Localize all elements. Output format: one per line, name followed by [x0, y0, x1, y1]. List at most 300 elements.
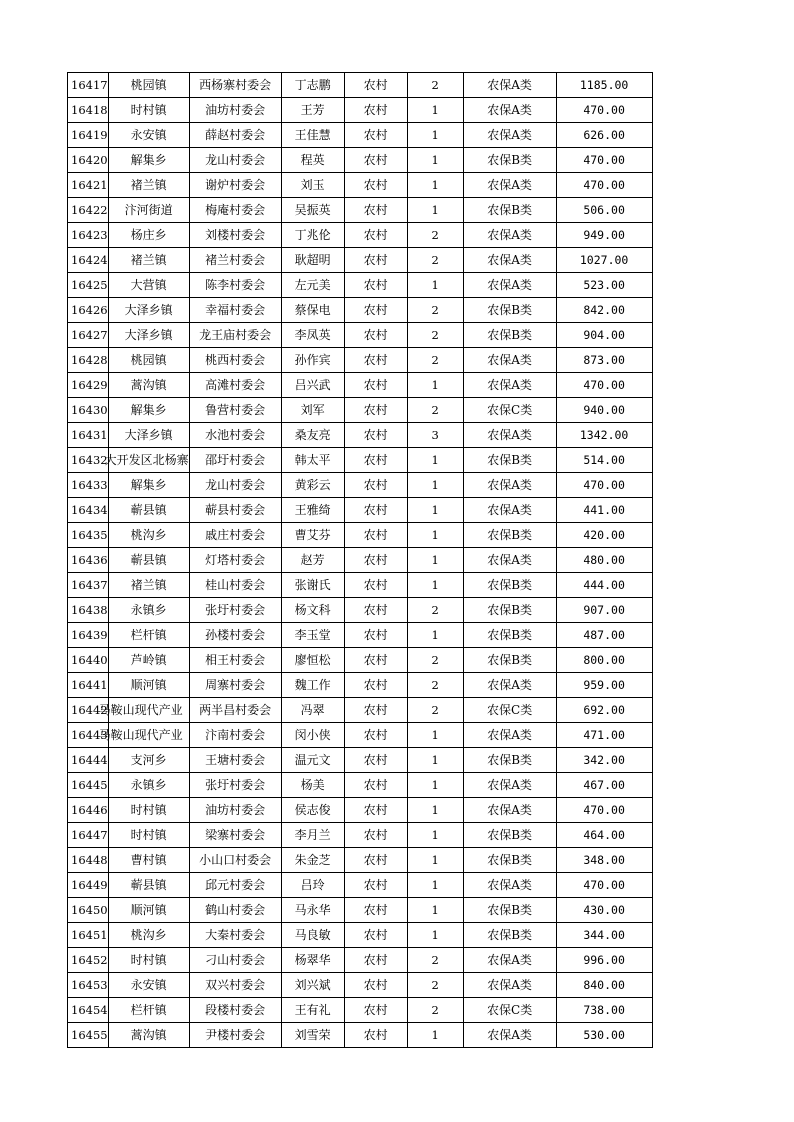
name-cell: 刘玉 — [281, 173, 344, 198]
town-cell: 芦岭镇 — [108, 648, 189, 673]
record-id-cell: 16420 — [68, 148, 109, 173]
type-cell: 农村 — [344, 773, 407, 798]
amount-cell: 626.00 — [556, 123, 652, 148]
record-id-cell: 16421 — [68, 173, 109, 198]
town-cell: 褚兰镇 — [108, 573, 189, 598]
category-cell: 农保B类 — [463, 898, 556, 923]
town-cell: 蕲县镇 — [108, 498, 189, 523]
type-cell: 农村 — [344, 398, 407, 423]
category-cell: 农保A类 — [463, 548, 556, 573]
town-cell: 永镇乡 — [108, 773, 189, 798]
record-id-cell: 16439 — [68, 623, 109, 648]
name-cell: 曹艾芬 — [281, 523, 344, 548]
village-cell: 幸福村委会 — [189, 298, 281, 323]
village-cell: 桃西村委会 — [189, 348, 281, 373]
village-cell: 相王村委会 — [189, 648, 281, 673]
record-id-cell: 16436 — [68, 548, 109, 573]
town-cell: 大开发区北杨寨 — [108, 448, 189, 473]
record-id-cell: 16452 — [68, 948, 109, 973]
table-row — [68, 148, 653, 173]
count-cell: 2 — [407, 298, 463, 323]
town-cell: 栏杆镇 — [108, 998, 189, 1023]
count-cell: 2 — [407, 223, 463, 248]
name-cell: 桑友亮 — [281, 423, 344, 448]
type-cell: 农村 — [344, 998, 407, 1023]
count-cell: 1 — [407, 273, 463, 298]
record-id-cell: 16455 — [68, 1023, 109, 1048]
table-row — [68, 348, 653, 373]
type-cell: 农村 — [344, 598, 407, 623]
category-cell: 农保A类 — [463, 673, 556, 698]
category-cell: 农保B类 — [463, 823, 556, 848]
amount-cell: 1027.00 — [556, 248, 652, 273]
count-cell: 1 — [407, 1023, 463, 1048]
record-id-cell: 16425 — [68, 273, 109, 298]
amount-cell: 842.00 — [556, 298, 652, 323]
type-cell: 农村 — [344, 248, 407, 273]
type-cell: 农村 — [344, 448, 407, 473]
category-cell: 农保A类 — [463, 973, 556, 998]
village-cell: 张圩村委会 — [189, 773, 281, 798]
record-id-cell: 16453 — [68, 973, 109, 998]
name-cell: 王有礼 — [281, 998, 344, 1023]
category-cell: 农保B类 — [463, 623, 556, 648]
village-cell: 刁山村委会 — [189, 948, 281, 973]
table-row — [68, 498, 653, 523]
count-cell: 1 — [407, 573, 463, 598]
village-cell: 邱元村委会 — [189, 873, 281, 898]
name-cell: 廖恒松 — [281, 648, 344, 673]
village-cell: 陈李村委会 — [189, 273, 281, 298]
type-cell: 农村 — [344, 173, 407, 198]
table-row — [68, 473, 653, 498]
table-row — [68, 623, 653, 648]
count-cell: 1 — [407, 123, 463, 148]
name-cell: 赵芳 — [281, 548, 344, 573]
town-cell: 解集乡 — [108, 398, 189, 423]
village-cell: 邵圩村委会 — [189, 448, 281, 473]
type-cell: 农村 — [344, 573, 407, 598]
record-id-cell: 16442 — [68, 698, 109, 723]
village-cell: 戚庄村委会 — [189, 523, 281, 548]
name-cell: 刘军 — [281, 398, 344, 423]
record-id-cell: 16454 — [68, 998, 109, 1023]
type-cell: 农村 — [344, 948, 407, 973]
count-cell: 2 — [407, 948, 463, 973]
category-cell: 农保B类 — [463, 298, 556, 323]
town-cell: 解集乡 — [108, 148, 189, 173]
name-cell: 温元文 — [281, 748, 344, 773]
name-cell: 王雅绮 — [281, 498, 344, 523]
count-cell: 1 — [407, 473, 463, 498]
amount-cell: 506.00 — [556, 198, 652, 223]
type-cell: 农村 — [344, 923, 407, 948]
village-cell: 小山口村委会 — [189, 848, 281, 873]
amount-cell: 514.00 — [556, 448, 652, 473]
town-cell: 大泽乡镇 — [108, 423, 189, 448]
count-cell: 1 — [407, 723, 463, 748]
name-cell: 耿超明 — [281, 248, 344, 273]
amount-cell: 348.00 — [556, 848, 652, 873]
village-cell: 鹤山村委会 — [189, 898, 281, 923]
town-cell: 时村镇 — [108, 948, 189, 973]
count-cell: 2 — [407, 598, 463, 623]
type-cell: 农村 — [344, 473, 407, 498]
data-table — [67, 72, 653, 1048]
record-id-cell: 16445 — [68, 773, 109, 798]
village-cell: 谢炉村委会 — [189, 173, 281, 198]
town-cell: 永安镇 — [108, 123, 189, 148]
category-cell: 农保B类 — [463, 323, 556, 348]
record-id-cell: 16418 — [68, 98, 109, 123]
count-cell: 2 — [407, 673, 463, 698]
village-cell: 梁寨村委会 — [189, 823, 281, 848]
record-id-cell: 16437 — [68, 573, 109, 598]
table-row — [68, 73, 653, 98]
amount-cell: 904.00 — [556, 323, 652, 348]
table-row — [68, 873, 653, 898]
town-cell: 时村镇 — [108, 98, 189, 123]
table-row — [68, 648, 653, 673]
table-row — [68, 123, 653, 148]
count-cell: 1 — [407, 898, 463, 923]
amount-cell: 441.00 — [556, 498, 652, 523]
category-cell: 农保B类 — [463, 148, 556, 173]
name-cell: 吕玲 — [281, 873, 344, 898]
village-cell: 龙山村委会 — [189, 473, 281, 498]
town-cell: 桃园镇 — [108, 73, 189, 98]
name-cell: 李玉堂 — [281, 623, 344, 648]
village-cell: 两半昌村委会 — [189, 698, 281, 723]
amount-cell: 464.00 — [556, 823, 652, 848]
category-cell: 农保A类 — [463, 73, 556, 98]
category-cell: 农保A类 — [463, 123, 556, 148]
amount-cell: 487.00 — [556, 623, 652, 648]
table-row — [68, 798, 653, 823]
record-id-cell: 16431 — [68, 423, 109, 448]
record-id-cell: 16424 — [68, 248, 109, 273]
amount-cell: 873.00 — [556, 348, 652, 373]
type-cell: 农村 — [344, 623, 407, 648]
amount-cell: 430.00 — [556, 898, 652, 923]
table-row — [68, 173, 653, 198]
name-cell: 李凤英 — [281, 323, 344, 348]
village-cell: 龙山村委会 — [189, 148, 281, 173]
table-row — [68, 273, 653, 298]
table-row — [68, 298, 653, 323]
type-cell: 农村 — [344, 323, 407, 348]
record-id-cell: 16423 — [68, 223, 109, 248]
count-cell: 2 — [407, 998, 463, 1023]
name-cell: 王佳慧 — [281, 123, 344, 148]
record-id-cell: 16449 — [68, 873, 109, 898]
table-row — [68, 423, 653, 448]
village-cell: 鲁营村委会 — [189, 398, 281, 423]
name-cell: 张谢氏 — [281, 573, 344, 598]
village-cell: 褚兰村委会 — [189, 248, 281, 273]
village-cell: 尹楼村委会 — [189, 1023, 281, 1048]
amount-cell: 480.00 — [556, 548, 652, 573]
record-id-cell: 16438 — [68, 598, 109, 623]
category-cell: 农保A类 — [463, 273, 556, 298]
name-cell: 侯志俊 — [281, 798, 344, 823]
type-cell: 农村 — [344, 798, 407, 823]
table-row — [68, 373, 653, 398]
count-cell: 1 — [407, 373, 463, 398]
village-cell: 龙王庙村委会 — [189, 323, 281, 348]
town-cell: 时村镇 — [108, 798, 189, 823]
amount-cell: 959.00 — [556, 673, 652, 698]
amount-cell: 420.00 — [556, 523, 652, 548]
village-cell: 孙楼村委会 — [189, 623, 281, 648]
name-cell: 杨美 — [281, 773, 344, 798]
village-cell: 西杨寨村委会 — [189, 73, 281, 98]
name-cell: 马良敏 — [281, 923, 344, 948]
village-cell: 周寨村委会 — [189, 673, 281, 698]
category-cell: 农保A类 — [463, 798, 556, 823]
town-cell: 永镇乡 — [108, 598, 189, 623]
name-cell: 朱金芝 — [281, 848, 344, 873]
category-cell: 农保C类 — [463, 398, 556, 423]
town-cell: 褚兰镇 — [108, 248, 189, 273]
amount-cell: 523.00 — [556, 273, 652, 298]
table-row — [68, 573, 653, 598]
table-row — [68, 823, 653, 848]
record-id-cell: 16441 — [68, 673, 109, 698]
name-cell: 左元美 — [281, 273, 344, 298]
type-cell: 农村 — [344, 198, 407, 223]
table-row — [68, 973, 653, 998]
amount-cell: 840.00 — [556, 973, 652, 998]
type-cell: 农村 — [344, 723, 407, 748]
category-cell: 农保B类 — [463, 748, 556, 773]
record-id-cell: 16450 — [68, 898, 109, 923]
count-cell: 1 — [407, 148, 463, 173]
town-cell: 蕲县镇 — [108, 548, 189, 573]
type-cell: 农村 — [344, 748, 407, 773]
table-row — [68, 1023, 653, 1048]
town-cell: 汴河街道 — [108, 198, 189, 223]
name-cell: 孙作宾 — [281, 348, 344, 373]
town-cell: 顺河镇 — [108, 898, 189, 923]
name-cell: 吴振英 — [281, 198, 344, 223]
count-cell: 1 — [407, 98, 463, 123]
table-row — [68, 723, 653, 748]
town-cell: 解集乡 — [108, 473, 189, 498]
table-row — [68, 98, 653, 123]
amount-cell: 800.00 — [556, 648, 652, 673]
type-cell: 农村 — [344, 898, 407, 923]
category-cell: 农保A类 — [463, 873, 556, 898]
record-id-cell: 16432 — [68, 448, 109, 473]
type-cell: 农村 — [344, 648, 407, 673]
type-cell: 农村 — [344, 823, 407, 848]
count-cell: 2 — [407, 323, 463, 348]
count-cell: 1 — [407, 198, 463, 223]
amount-cell: 530.00 — [556, 1023, 652, 1048]
count-cell: 1 — [407, 548, 463, 573]
count-cell: 1 — [407, 498, 463, 523]
name-cell: 马永华 — [281, 898, 344, 923]
town-cell: 大泽乡镇 — [108, 298, 189, 323]
category-cell: 农保A类 — [463, 423, 556, 448]
count-cell: 1 — [407, 848, 463, 873]
table-row — [68, 223, 653, 248]
category-cell: 农保B类 — [463, 573, 556, 598]
type-cell: 农村 — [344, 273, 407, 298]
amount-cell: 470.00 — [556, 373, 652, 398]
town-cell: 桃园镇 — [108, 348, 189, 373]
record-id-cell: 16444 — [68, 748, 109, 773]
category-cell: 农保A类 — [463, 98, 556, 123]
type-cell: 农村 — [344, 1023, 407, 1048]
category-cell: 农保C类 — [463, 998, 556, 1023]
record-id-cell: 16430 — [68, 398, 109, 423]
town-cell: 马鞍山现代产业 — [108, 698, 189, 723]
table-row — [68, 748, 653, 773]
name-cell: 丁兆伦 — [281, 223, 344, 248]
record-id-cell: 16429 — [68, 373, 109, 398]
village-cell: 段楼村委会 — [189, 998, 281, 1023]
name-cell: 刘兴斌 — [281, 973, 344, 998]
town-cell: 桃沟乡 — [108, 923, 189, 948]
category-cell: 农保A类 — [463, 473, 556, 498]
amount-cell: 996.00 — [556, 948, 652, 973]
record-id-cell: 16446 — [68, 798, 109, 823]
name-cell: 吕兴武 — [281, 373, 344, 398]
town-cell: 蒿沟镇 — [108, 373, 189, 398]
amount-cell: 738.00 — [556, 998, 652, 1023]
village-cell: 双兴村委会 — [189, 973, 281, 998]
table-row — [68, 948, 653, 973]
table-row — [68, 323, 653, 348]
village-cell: 水池村委会 — [189, 423, 281, 448]
table-row — [68, 848, 653, 873]
name-cell: 黄彩云 — [281, 473, 344, 498]
record-id-cell: 16428 — [68, 348, 109, 373]
amount-cell: 692.00 — [556, 698, 652, 723]
table-row — [68, 448, 653, 473]
name-cell: 杨文科 — [281, 598, 344, 623]
count-cell: 1 — [407, 523, 463, 548]
amount-cell: 470.00 — [556, 873, 652, 898]
category-cell: 农保B类 — [463, 523, 556, 548]
category-cell: 农保A类 — [463, 723, 556, 748]
record-id-cell: 16451 — [68, 923, 109, 948]
category-cell: 农保A类 — [463, 223, 556, 248]
count-cell: 2 — [407, 348, 463, 373]
category-cell: 农保A类 — [463, 1023, 556, 1048]
name-cell: 魏工作 — [281, 673, 344, 698]
village-cell: 高滩村委会 — [189, 373, 281, 398]
category-cell: 农保B类 — [463, 848, 556, 873]
count-cell: 1 — [407, 773, 463, 798]
type-cell: 农村 — [344, 523, 407, 548]
category-cell: 农保B类 — [463, 648, 556, 673]
count-cell: 1 — [407, 748, 463, 773]
category-cell: 农保A类 — [463, 373, 556, 398]
category-cell: 农保A类 — [463, 948, 556, 973]
category-cell: 农保A类 — [463, 248, 556, 273]
record-id-cell: 16419 — [68, 123, 109, 148]
town-cell: 支河乡 — [108, 748, 189, 773]
record-id-cell: 16440 — [68, 648, 109, 673]
record-id-cell: 16443 — [68, 723, 109, 748]
table-row — [68, 773, 653, 798]
table-row — [68, 698, 653, 723]
town-cell: 顺河镇 — [108, 673, 189, 698]
table-row — [68, 248, 653, 273]
village-cell: 蕲县村委会 — [189, 498, 281, 523]
village-cell: 油坊村委会 — [189, 798, 281, 823]
record-id-cell: 16433 — [68, 473, 109, 498]
type-cell: 农村 — [344, 848, 407, 873]
amount-cell: 1185.00 — [556, 73, 652, 98]
town-cell: 蒿沟镇 — [108, 1023, 189, 1048]
count-cell: 1 — [407, 173, 463, 198]
type-cell: 农村 — [344, 373, 407, 398]
table-row — [68, 198, 653, 223]
count-cell: 1 — [407, 623, 463, 648]
type-cell: 农村 — [344, 423, 407, 448]
amount-cell: 470.00 — [556, 798, 652, 823]
table-row — [68, 523, 653, 548]
name-cell: 韩太平 — [281, 448, 344, 473]
name-cell: 程英 — [281, 148, 344, 173]
town-cell: 大泽乡镇 — [108, 323, 189, 348]
type-cell: 农村 — [344, 548, 407, 573]
table-row — [68, 548, 653, 573]
category-cell: 农保C类 — [463, 698, 556, 723]
table-row — [68, 673, 653, 698]
category-cell: 农保A类 — [463, 498, 556, 523]
count-cell: 1 — [407, 798, 463, 823]
town-cell: 时村镇 — [108, 823, 189, 848]
record-id-cell: 16447 — [68, 823, 109, 848]
village-cell: 大秦村委会 — [189, 923, 281, 948]
village-cell: 梅庵村委会 — [189, 198, 281, 223]
category-cell: 农保B类 — [463, 198, 556, 223]
town-cell: 桃沟乡 — [108, 523, 189, 548]
village-cell: 薛赵村委会 — [189, 123, 281, 148]
table-row — [68, 898, 653, 923]
type-cell: 农村 — [344, 498, 407, 523]
town-cell: 杨庄乡 — [108, 223, 189, 248]
amount-cell: 444.00 — [556, 573, 652, 598]
count-cell: 1 — [407, 448, 463, 473]
town-cell: 永安镇 — [108, 973, 189, 998]
type-cell: 农村 — [344, 98, 407, 123]
town-cell: 栏杆镇 — [108, 623, 189, 648]
category-cell: 农保B类 — [463, 448, 556, 473]
type-cell: 农村 — [344, 348, 407, 373]
village-cell: 灯塔村委会 — [189, 548, 281, 573]
name-cell: 闵小侠 — [281, 723, 344, 748]
table-row — [68, 998, 653, 1023]
category-cell: 农保A类 — [463, 773, 556, 798]
table-body — [68, 73, 653, 1048]
count-cell: 2 — [407, 398, 463, 423]
town-cell: 褚兰镇 — [108, 173, 189, 198]
count-cell: 1 — [407, 873, 463, 898]
type-cell: 农村 — [344, 673, 407, 698]
amount-cell: 940.00 — [556, 398, 652, 423]
category-cell: 农保B类 — [463, 598, 556, 623]
amount-cell: 470.00 — [556, 148, 652, 173]
name-cell: 王芳 — [281, 98, 344, 123]
amount-cell: 949.00 — [556, 223, 652, 248]
village-cell: 王塘村委会 — [189, 748, 281, 773]
